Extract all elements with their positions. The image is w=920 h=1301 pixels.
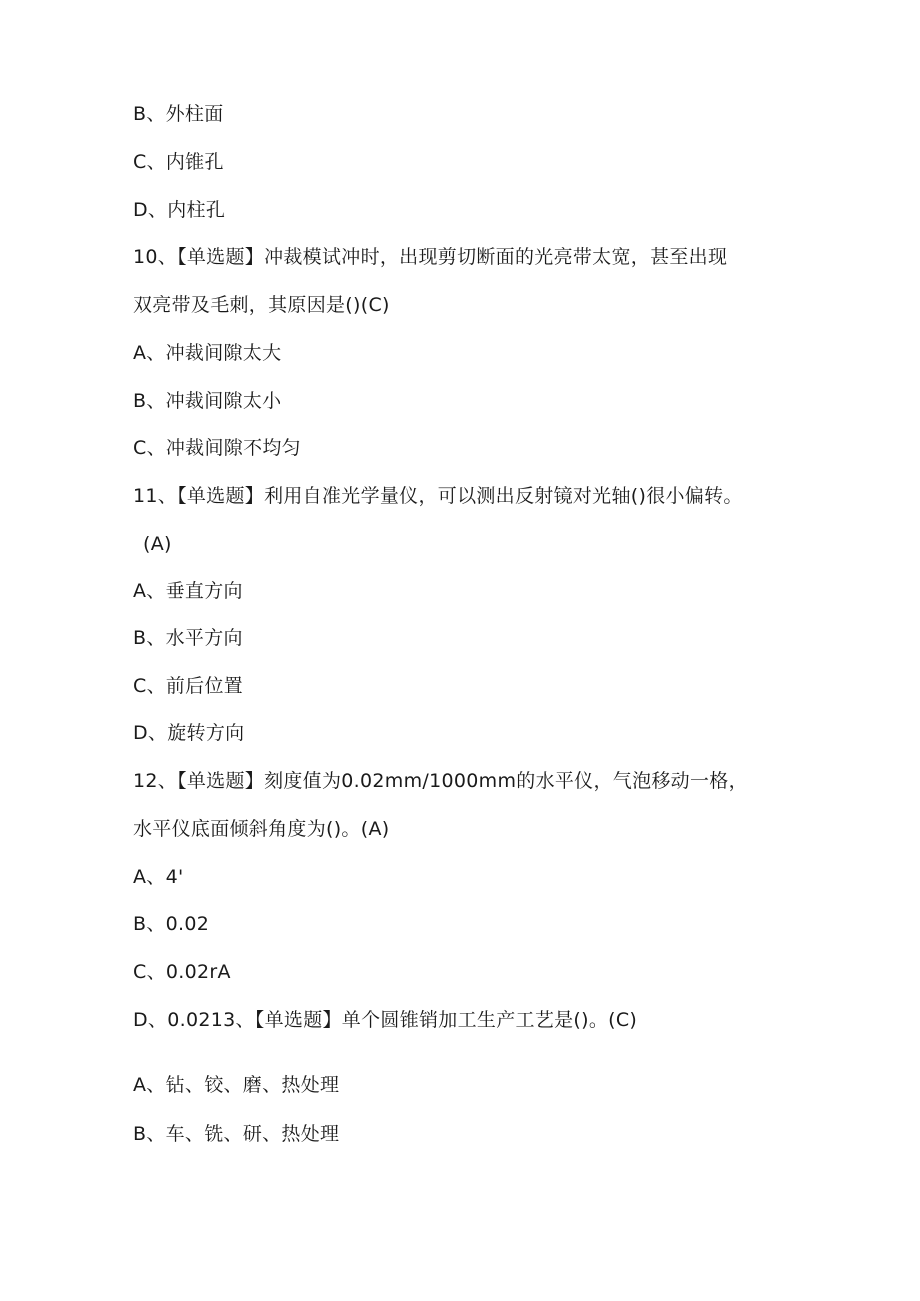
option-a-q13: A、钻、铰、磨、热处理	[133, 1074, 340, 1096]
option-a-q11: A、垂直方向	[133, 580, 243, 602]
option-d-q12-and-question-13: D、0.0213、【单选题】单个圆锥销加工生产工艺是()。(C)	[133, 1009, 638, 1031]
option-a-q12: A、4'	[133, 866, 184, 888]
option-b-q11: B、水平方向	[133, 627, 243, 649]
option-b-q12: B、0.02	[133, 913, 210, 935]
option-d-q9: D、内柱孔	[133, 199, 226, 221]
question-12-text-cont: 水平仪底面倾斜角度为()。(A)	[133, 818, 390, 840]
question-11-answer: (A)	[143, 533, 172, 555]
option-c-q9: C、内锥孔	[133, 151, 224, 173]
option-c-q10: C、冲裁间隙不均匀	[133, 437, 301, 459]
option-b-q9: B、外柱面	[133, 103, 224, 125]
option-b-q10: B、冲裁间隙太小	[133, 390, 282, 412]
option-d-q11: D、旋转方向	[133, 722, 245, 744]
question-10-text-cont: 双亮带及毛刺，其原因是()(C)	[133, 294, 390, 316]
question-10-text: 10、【单选题】冲裁模试冲时，出现剪切断面的光亮带太宽，甚至出现	[133, 246, 728, 268]
option-b-q13: B、车、铣、研、热处理	[133, 1123, 340, 1145]
option-c-q12: C、0.02rA	[133, 961, 231, 983]
question-12-text: 12、【单选题】刻度值为0.02mm/1000mm的水平仪，气泡移动一格，	[133, 770, 748, 792]
option-c-q11: C、前后位置	[133, 675, 244, 697]
option-a-q10: A、冲裁间隙太大	[133, 342, 282, 364]
question-11-text: 11、【单选题】利用自准光学量仪，可以测出反射镜对光轴()很小偏转。	[133, 485, 743, 507]
